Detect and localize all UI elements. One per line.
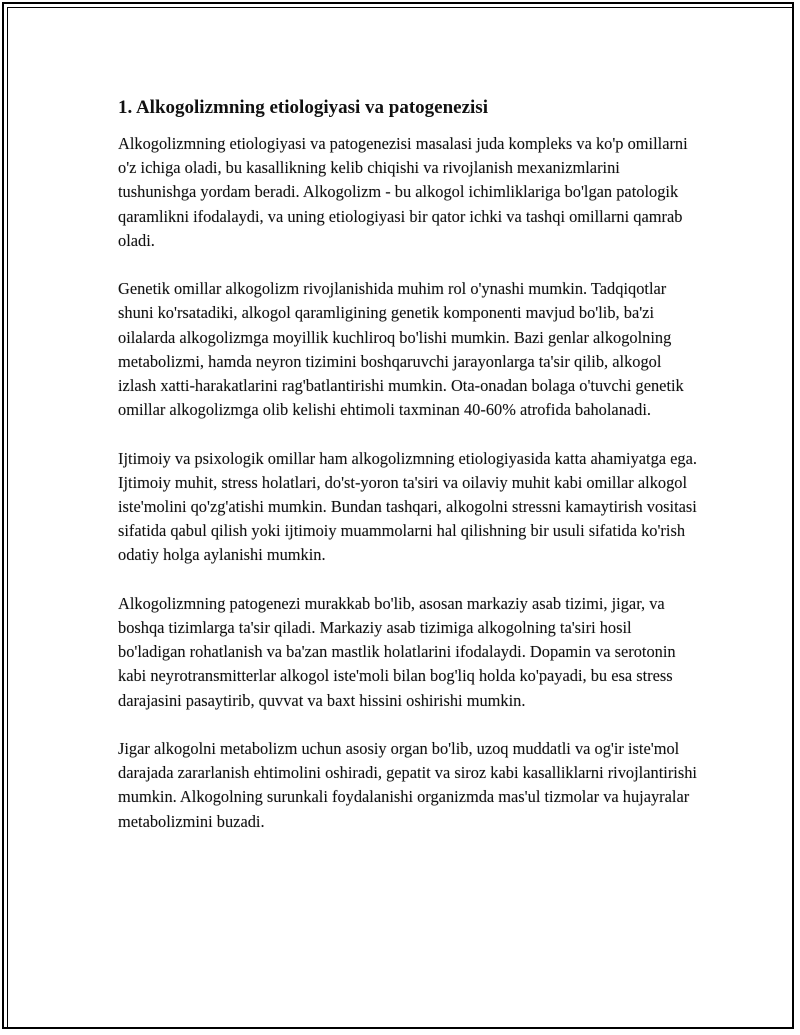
paragraph-social-factors: Ijtimoiy va psixologik omillar ham alkogolizmning etiologiyasida katta ahamiyatga ega. Ijtimoiy muhit, stress holatlari, do'st-yoron ta'siri va oilaviy muhit kabi omillar alkogol iste'molini qo'zg'atishi mumkin. Bundan tashqari, alkogolni stressni kamaytirish vositasi sifatida qabul qilish yoki ijtimoiy muammolarni hal qilishning bir usuli sifatida ko'rish odatiy holga aylanishi mumkin. [118,448,698,565]
paragraph-pathogenesis: Alkogolizmning patogenezi murakkab bo'lib, asosan markaziy asab tizimi, jigar, va boshqa tizimlarga ta'sir qiladi. Markaziy asab tizimiga alkogolning ta'siri hosil bo'ladigan rohatlanish va ba'zan mastlik holatlarini ifodalaydi. Dopamin va serotonin kabi neyrotransmitterlar alkogol iste'moli bilan bog'liq holda ko'payadi, bu esa stress darajasini pasaytirib, quvvat va baxt hissini oshirishi mumkin. [118,593,676,710]
paragraph-intro: Alkogolizmning etiologiyasi va patogenezisi masalasi juda kompleks va ko'p omillarni o'z ichiga oladi, bu kasallikning kelib chiqishi va rivojlanish mexanizmlarini tushunishga yordam beradi. Alkogolizm - bu alkogol ichimliklariga bo'lgan patologik qaramlikni ifodalaydi, va uning etiologiyasi bir qator ichki va tashqi omillarni qamrab oladi. [118,134,688,250]
paragraph-liver: Jigar alkogolni metabolizm uchun asosiy organ bo'lib, uzoq muddatli va og'ir iste'mol darajada zararlanish ehtimolini oshiradi, gepatit va siroz kabi kasalliklarni rivojlantirishi mumkin. Alkogolning surunkali foydalanishi organizmda mas'ul tizmolar va hujayralar metabolizmini buzadi. [118,739,697,831]
paragraph-genetic-factors: Genetik omillar alkogolizm rivojlanishida muhim rol o'ynashi mumkin. Tadqiqotlar shuni ko'rsatadiki, alkogol qaramligining genetik komponenti mavjud bo'lib, ba'zi oilalarda alkogolizmga moyillik kuchliroq bo'lishi mumkin. Bazi genlar alkogolning metabolizmi, hamda neyron tizimini boshqaruvchi jarayonlarga ta'sir qilib, alkogol izlash xatti-harakatlarini rag'batlantirishi mumkin. Ota-onadan bolaga o'tuvchi genetik omillar alkogolizmga olib kelishi ehtimoli taxminan 40-60% atrofida baholanadi. [118,279,684,420]
document-body [118,96,698,858]
page-title: 1. Alkogolizmning etiologiyasi va patogenezisi [118,97,488,118]
